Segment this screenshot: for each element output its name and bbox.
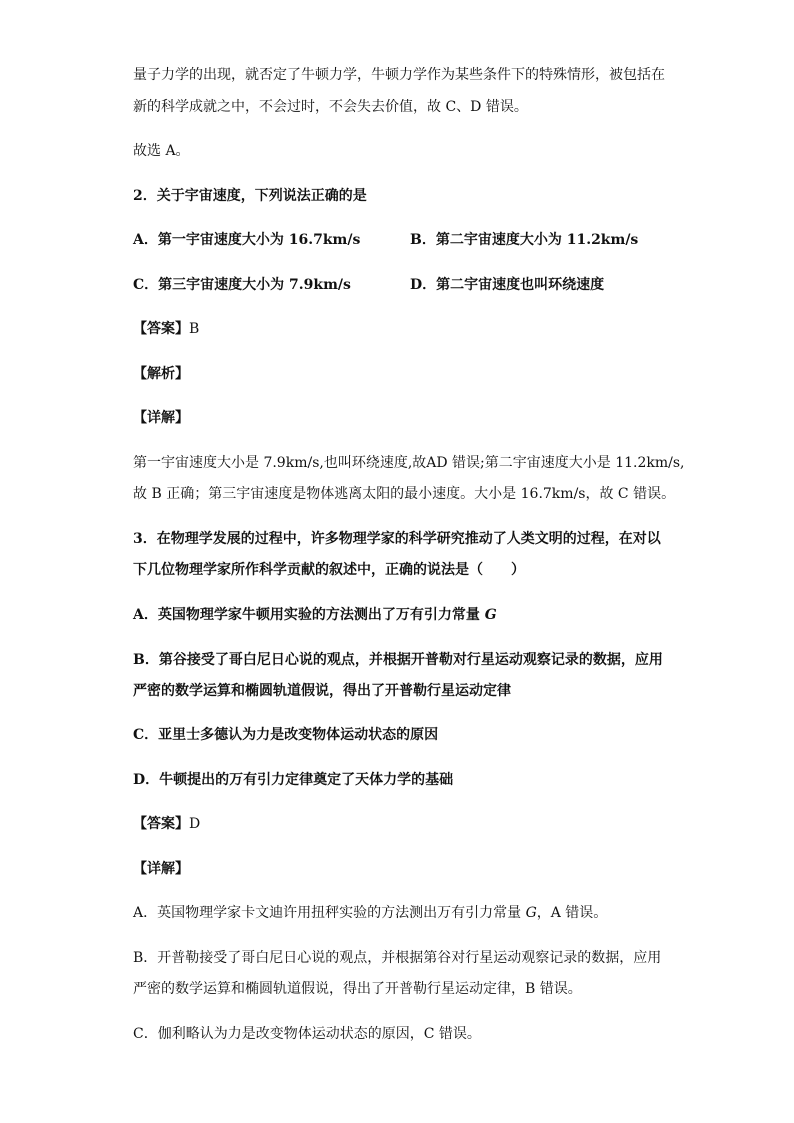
question-2-answer <box>133 319 199 339</box>
question-3-stem-line-2: 下几位物理学家所作科学贡献的叙述中，正确的说法是（ ） <box>133 562 525 578</box>
explain-conclusion: 故选 A。 <box>133 143 190 159</box>
question-3-detail-a <box>133 903 607 923</box>
question-3-option-b-line-1: B．第谷接受了哥白尼日心说的观点，并根据开普勒对行星运动观察记录的数据，应用 <box>133 652 663 668</box>
question-2-detail-line-1: 第一宇宙速度大小是 7.9km/s,也叫环绕速度,故AD 错误;第二宇宙速度大小是 11.2km/s, <box>133 455 685 471</box>
question-3-option-d: D．牛顿提出的万有引力定律奠定了天体力学的基础 <box>133 772 454 788</box>
question-2-option-a: A．第一宇宙速度大小为 16.7km/s <box>133 232 361 248</box>
question-2-analysis-label: 【解析】 <box>133 366 189 382</box>
answer-label: 【答案】 <box>133 321 189 337</box>
question-3-detail-b-line-2: 严密的数学运算和椭圆轨道假说，得出了开普勒行星运动定律，B 错误。 <box>133 981 582 997</box>
question-3-option-b-line-2: 严密的数学运算和椭圆轨道假说，得出了开普勒行星运动定律 <box>133 683 511 699</box>
question-3-detail-b-line-1: B．开普勒接受了哥白尼日心说的观点，并根据第谷对行星运动观察记录的数据，应用 <box>133 950 662 966</box>
question-2-stem: 2．关于宇宙速度，下列说法正确的是 <box>133 188 367 204</box>
answer-value: D <box>189 816 201 832</box>
question-3-detail-label: 【详解】 <box>133 861 189 877</box>
question-3-stem-line-1: 3．在物理学发展的过程中，许多物理学家的科学研究推动了人类文明的过程，在对以 <box>133 531 661 547</box>
gravitational-constant-symbol: G <box>525 905 537 921</box>
question-3-option-a <box>133 605 497 625</box>
answer-label: 【答案】 <box>133 816 189 832</box>
question-2-option-d: D．第二宇宙速度也叫环绕速度 <box>410 277 605 293</box>
question-3-option-c: C．亚里士多德认为力是改变物体运动状态的原因 <box>133 727 439 743</box>
detail-a-tail: ，A 错误。 <box>536 905 608 921</box>
question-2-detail-label: 【详解】 <box>133 410 189 426</box>
explain-line-2: 新的科学成就之中，不会过时，不会失去价值，故 C、D 错误。 <box>133 99 528 115</box>
question-2-option-b: B．第二宇宙速度大小为 11.2km/s <box>410 232 639 248</box>
question-3-detail-c: C．伽利略认为力是改变物体运动状态的原因，C 错误。 <box>133 1026 481 1042</box>
gravitational-constant-symbol: G <box>484 607 497 623</box>
question-3-answer <box>133 814 200 834</box>
detail-a-text: A．英国物理学家卡文迪许用扭秤实验的方法测出万有引力常量 <box>133 905 526 921</box>
question-2-detail-line-2: 故 B 正确；第三宇宙速度是物体逃离太阳的最小速度。大小是 16.7km/s，故 C 错误。 <box>133 486 676 502</box>
option-a-text: A．英国物理学家牛顿用实验的方法测出了万有引力常量 <box>133 607 485 623</box>
question-2-option-c: C．第三宇宙速度大小为 7.9km/s <box>133 277 351 293</box>
explain-line-1: 量子力学的出现，就否定了牛顿力学，牛顿力学作为某些条件下的特殊情形，被包括在 <box>133 67 665 83</box>
answer-value: B <box>189 321 200 337</box>
